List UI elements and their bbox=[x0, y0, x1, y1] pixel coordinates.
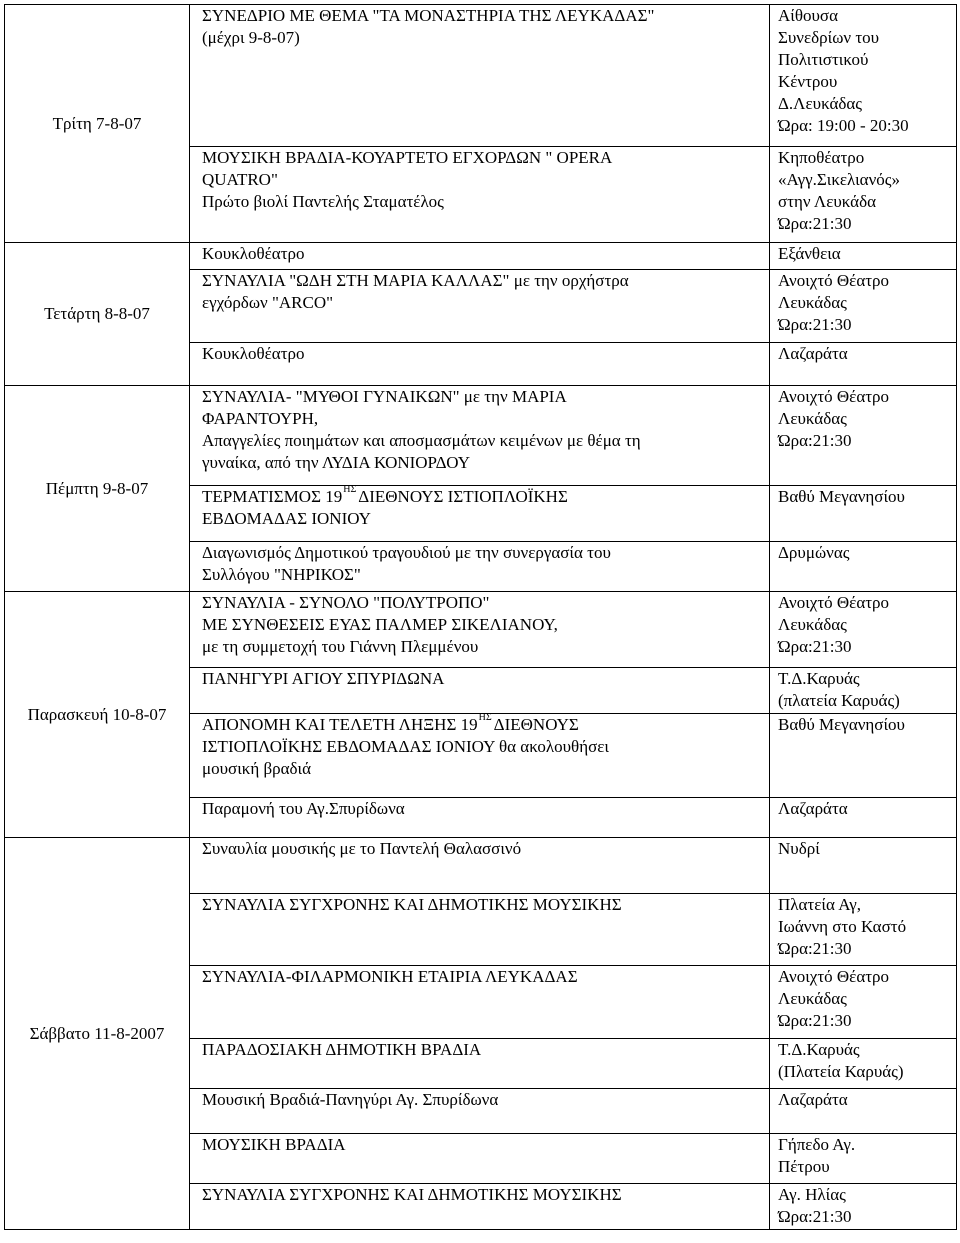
location-line: Ανοιχτό Θέατρο bbox=[778, 593, 890, 612]
location-line: Κέντρου bbox=[778, 72, 838, 91]
event-line: ΣΥΝΑΥΛΙΑ ΣΥΓΧΡΟΝΗΣ ΚΑΙ ΔΗΜΟΤΙΚΗΣ ΜΟΥΣΙΚΗΣ bbox=[202, 1185, 622, 1204]
location-line: Πολιτιστικού bbox=[778, 50, 869, 69]
location-cell bbox=[770, 668, 957, 714]
location-line: Τ.Δ.Καρυάς bbox=[778, 1040, 860, 1059]
event-text: ΔΙΕΘΝΟΥΣ bbox=[493, 715, 579, 734]
event-cell bbox=[190, 798, 770, 838]
event-line: με τη συμμετοχή του Γιάννη Πλεμμένου bbox=[202, 637, 479, 656]
event-line bbox=[202, 486, 763, 508]
event-line bbox=[202, 714, 763, 736]
location-line: Εξάνθεια bbox=[778, 244, 841, 263]
location-cell bbox=[770, 1184, 957, 1230]
event-line: ΜΕ ΣΥΝΘΕΣΕΙΣ ΕΥΑΣ ΠΑΛΜΕΡ ΣΙΚΕΛΙΑΝΟΥ, bbox=[202, 615, 558, 634]
event-line: (μέχρι 9-8-07) bbox=[202, 28, 300, 47]
location-cell bbox=[770, 714, 957, 798]
event-line: ΣΥΝΑΥΛΙΑ - ΣΥΝΟΛΟ "ΠΟΛΥΤΡΟΠΟ" bbox=[202, 593, 490, 612]
location-cell bbox=[770, 894, 957, 966]
ordinal-suffix: ΗΣ bbox=[343, 484, 357, 496]
event-cell bbox=[190, 1184, 770, 1230]
day-cell bbox=[5, 838, 190, 1230]
day-cell bbox=[5, 592, 190, 838]
location-line: Ώρα:21:30 bbox=[778, 431, 852, 450]
location-cell bbox=[770, 243, 957, 270]
location-line: Ώρα:21:30 bbox=[778, 315, 852, 334]
event-text: ΑΠΟΝΟΜΗ ΚΑΙ ΤΕΛΕΤΗ ΛΗΞΗΣ 19 bbox=[202, 715, 478, 734]
location-line: Τ.Δ.Καρυάς bbox=[778, 669, 860, 688]
event-line: Παραμονή του Αγ.Σπυρίδωνα bbox=[202, 799, 405, 818]
event-cell bbox=[190, 966, 770, 1039]
table-row bbox=[5, 386, 957, 486]
location-line: Ιωάννη στο Καστό bbox=[778, 917, 907, 936]
event-line: ΜΟΥΣΙΚΗ ΒΡΑΔΙΑ-ΚΟΥΑΡΤΕΤΟ ΕΓΧΟΡΔΩΝ " OPERA bbox=[202, 148, 613, 167]
event-cell bbox=[190, 542, 770, 592]
location-line: Δρυμώνας bbox=[778, 543, 850, 562]
location-line: Λευκάδας bbox=[778, 615, 847, 634]
event-text: ΤΕΡΜΑΤΙΣΜΟΣ 19 bbox=[202, 487, 343, 506]
event-text: ΔΙΕΘΝΟΥΣ ΙΣΤΙΟΠΛΟΪΚΗΣ bbox=[358, 487, 568, 506]
location-cell bbox=[770, 592, 957, 668]
location-line: Λαζαράτα bbox=[778, 344, 848, 363]
location-line: Ώρα:21:30 bbox=[778, 1011, 852, 1030]
schedule-table bbox=[4, 4, 957, 1230]
location-line: (Πλατεία Καρυάς) bbox=[778, 1062, 904, 1081]
location-line: Αίθουσα bbox=[778, 6, 838, 25]
day-label: Σάββατο 11-8-2007 bbox=[29, 1023, 165, 1043]
event-line: ΣΥΝΕΔΡΙΟ ΜΕ ΘΕΜΑ "ΤΑ ΜΟΝΑΣΤΗΡΙΑ ΤΗΣ ΛΕΥΚΑΔΑΣ" bbox=[202, 6, 655, 25]
table-row bbox=[5, 838, 957, 894]
day-label: Τρίτη 7-8-07 bbox=[52, 113, 142, 133]
event-line: ΠΑΡΑΔΟΣΙΑΚΗ ΔΗΜΟΤΙΚΗ ΒΡΑΔΙΑ bbox=[202, 1040, 482, 1059]
event-line: Πρώτο βιολί Παντελής Σταματέλος bbox=[202, 192, 444, 211]
location-line: «Αγγ.Σικελιανός» bbox=[778, 170, 900, 189]
location-line: Λευκάδας bbox=[778, 293, 847, 312]
location-cell bbox=[770, 5, 957, 147]
location-line: Ώρα: 19:00 - 20:30 bbox=[778, 116, 909, 135]
event-cell bbox=[190, 1089, 770, 1134]
event-line: Συναυλία μουσικής με το Παντελή Θαλασσινό bbox=[202, 839, 522, 858]
event-line: Κουκλοθέατρο bbox=[202, 244, 305, 263]
location-line: Συνεδρίων του bbox=[778, 28, 880, 47]
location-line: Λαζαράτα bbox=[778, 1090, 848, 1109]
event-cell bbox=[190, 592, 770, 668]
location-line: Λευκάδας bbox=[778, 409, 847, 428]
location-line: Δ.Λευκάδας bbox=[778, 94, 863, 113]
location-cell bbox=[770, 1039, 957, 1089]
location-line: Βαθύ Μεγανησίου bbox=[778, 487, 905, 506]
event-cell bbox=[190, 1134, 770, 1184]
event-line: ΣΥΝΑΥΛΙΑ "ΩΔΗ ΣΤΗ ΜΑΡΙΑ ΚΑΛΛΑΣ" με την ορχήστρα bbox=[202, 271, 629, 290]
event-line: μουσική βραδιά bbox=[202, 759, 312, 778]
location-line: Ώρα:21:30 bbox=[778, 637, 852, 656]
location-cell bbox=[770, 147, 957, 243]
event-line: γυναίκα, από την ΛΥΔΙΑ ΚΟΝΙΟΡΔΟΥ bbox=[202, 453, 471, 472]
event-line: ΦΑΡΑΝΤΟΥΡΗ, bbox=[202, 409, 319, 428]
table-row bbox=[5, 5, 957, 147]
event-line: Κουκλοθέατρο bbox=[202, 344, 305, 363]
event-cell bbox=[190, 894, 770, 966]
location-cell bbox=[770, 343, 957, 386]
event-line: ΣΥΝΑΥΛΙΑ-ΦΙΛΑΡΜΟΝΙΚΗ ΕΤΑΙΡΙΑ ΛΕΥΚΑΔΑΣ bbox=[202, 967, 578, 986]
event-cell bbox=[190, 714, 770, 798]
location-line: Γήπεδο Αγ. bbox=[778, 1135, 856, 1154]
day-cell bbox=[5, 386, 190, 592]
event-line: εγχόρδων "ARCO" bbox=[202, 293, 334, 312]
event-cell bbox=[190, 838, 770, 894]
event-line: Συλλόγου "ΝΗΡΙΚΟΣ" bbox=[202, 565, 361, 584]
location-line: Ανοιχτό Θέατρο bbox=[778, 387, 890, 406]
event-cell bbox=[190, 243, 770, 270]
table-row bbox=[5, 243, 957, 270]
location-line: Λαζαράτα bbox=[778, 799, 848, 818]
location-cell bbox=[770, 1089, 957, 1134]
event-cell bbox=[190, 1039, 770, 1089]
event-line: ΜΟΥΣΙΚΗ ΒΡΑΔΙΑ bbox=[202, 1135, 346, 1154]
location-cell bbox=[770, 486, 957, 542]
event-line: ΕΒΔΟΜΑΔΑΣ ΙΟΝΙΟΥ bbox=[202, 509, 371, 528]
event-line: ΣΥΝΑΥΛΙΑ- "ΜΥΘΟΙ ΓΥΝΑΙΚΩΝ" με την ΜΑΡΙΑ bbox=[202, 387, 567, 406]
location-cell bbox=[770, 966, 957, 1039]
event-cell bbox=[190, 270, 770, 343]
location-line: στην Λευκάδα bbox=[778, 192, 877, 211]
location-cell bbox=[770, 270, 957, 343]
day-label: Τετάρτη 8-8-07 bbox=[44, 304, 150, 323]
event-line: ΙΣΤΙΟΠΛΟΪΚΗΣ ΕΒΔΟΜΑΔΑΣ ΙΟΝΙΟΥ θα ακολουθήσει bbox=[202, 737, 609, 756]
location-line: Ώρα:21:30 bbox=[778, 214, 852, 233]
location-line: Πέτρου bbox=[778, 1157, 830, 1176]
ordinal-suffix: ΗΣ bbox=[478, 712, 492, 724]
location-line: Ανοιχτό Θέατρο bbox=[778, 271, 890, 290]
event-line: ΠΑΝΗΓΥΡΙ ΑΓΙΟΥ ΣΠΥΡΙΔΩΝΑ bbox=[202, 669, 445, 688]
event-line: Απαγγελίες ποιημάτων και αποσμασμάτων κειμένων με θέμα τη bbox=[202, 431, 641, 450]
event-line: Διαγωνισμός Δημοτικού τραγουδιού με την συνεργασία του bbox=[202, 543, 611, 562]
location-line: Λευκάδας bbox=[778, 989, 847, 1008]
location-line: Ώρα:21:30 bbox=[778, 939, 852, 958]
event-cell bbox=[190, 147, 770, 243]
day-cell bbox=[5, 243, 190, 386]
event-cell bbox=[190, 386, 770, 486]
location-line: (πλατεία Καρυάς) bbox=[778, 691, 900, 710]
event-line: ΣΥΝΑΥΛΙΑ ΣΥΓΧΡΟΝΗΣ ΚΑΙ ΔΗΜΟΤΙΚΗΣ ΜΟΥΣΙΚΗΣ bbox=[202, 895, 622, 914]
location-line: Κηποθέατρο bbox=[778, 148, 865, 167]
location-line: Πλατεία Αγ, bbox=[778, 895, 862, 914]
location-cell bbox=[770, 542, 957, 592]
location-line: Βαθύ Μεγανησίου bbox=[778, 715, 905, 734]
table-row bbox=[5, 592, 957, 668]
location-cell bbox=[770, 386, 957, 486]
location-line: Νυδρί bbox=[778, 839, 820, 858]
location-line: Ώρα:21:30 bbox=[778, 1207, 852, 1226]
day-label: Πέμπτη 9-8-07 bbox=[45, 478, 149, 498]
location-cell bbox=[770, 838, 957, 894]
event-cell bbox=[190, 486, 770, 542]
event-cell bbox=[190, 343, 770, 386]
event-line: QUATRO" bbox=[202, 170, 278, 189]
event-cell bbox=[190, 668, 770, 714]
location-cell bbox=[770, 1134, 957, 1184]
event-cell bbox=[190, 5, 770, 147]
location-cell bbox=[770, 798, 957, 838]
location-line: Ανοιχτό Θέατρο bbox=[778, 967, 890, 986]
location-line: Αγ. Ηλίας bbox=[778, 1185, 846, 1204]
event-line: Μουσική Βραδιά-Πανηγύρι Αγ. Σπυρίδωνα bbox=[202, 1090, 499, 1109]
day-label: Παρασκευή 10-8-07 bbox=[27, 704, 167, 724]
day-cell bbox=[5, 5, 190, 243]
